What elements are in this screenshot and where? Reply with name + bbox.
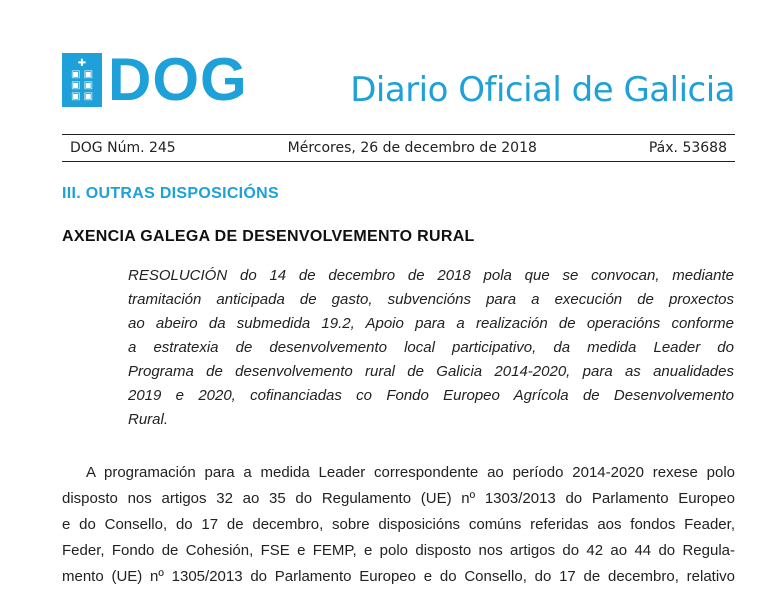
logo-text: DOG <box>108 46 248 113</box>
resolution-line: 2019 e 2020, cofinanciadas co Fondo Europeo Agrícola de Desenvolvemento <box>128 387 734 404</box>
issue-meta-bar <box>62 137 735 159</box>
resolution-line: a estratexia de desenvolvemento local participativo, da medida Leader do <box>128 339 734 356</box>
galicia-crest-icon: ✚ ▣ ▣ ▣ ▣ ▣ ▣ <box>62 53 102 107</box>
body-line: A programación para a medida Leader correspondente ao período 2014-2020 rexese polo <box>86 464 735 481</box>
section-title: III. OUTRAS DISPOSICIÓNS <box>62 185 280 202</box>
body-line: e do Consello, do 17 de decembro, sobre disposicións comúns referidas aos fondos Feader, <box>62 516 735 533</box>
body-paragraph <box>62 460 735 590</box>
body-line: mento (UE) nº 1305/2013 do Parlamento Europeo e do Consello, do 17 de decembro, relativo <box>62 568 735 585</box>
body-line: Feder, Fondo de Cohesión, FSE e FEMP, e polo disposto nos artigos do 42 ao 44 do Regula- <box>62 542 735 559</box>
header-rule-bottom <box>62 161 735 162</box>
resolution-line: tramitación anticipada de gasto, subvencións para a execución de proxectos <box>128 291 734 308</box>
resolution-line: ao abeiro da submedida 19.2, Apoio para a realización de operacións conforme <box>128 315 734 332</box>
agency-heading: AXENCIA GALEGA DE DESENVOLVEMENTO RURAL <box>62 228 475 245</box>
header-rule-top <box>62 134 735 135</box>
issue-date: Mércores, 26 de decembro de 2018 <box>287 140 537 156</box>
resolution-summary <box>128 264 734 432</box>
resolution-line: Programa de desenvolvemento rural de Galicia 2014-2020, para as anualidades <box>128 363 734 380</box>
page-number: Páx. 53688 <box>648 140 727 156</box>
resolution-line: RESOLUCIÓN do 14 de decembro de 2018 pola que se convocan, mediante <box>128 267 734 284</box>
issue-number: DOG Núm. 245 <box>70 140 176 156</box>
body-line: disposto nos artigos 32 ao 35 do Regulamento (UE) nº 1303/2013 do Parlamento Europeo <box>62 490 735 507</box>
publication-title: Diario Oficial de Galicia <box>350 70 735 110</box>
dog-logo <box>62 46 248 113</box>
resolution-line: Rural. <box>128 411 169 428</box>
